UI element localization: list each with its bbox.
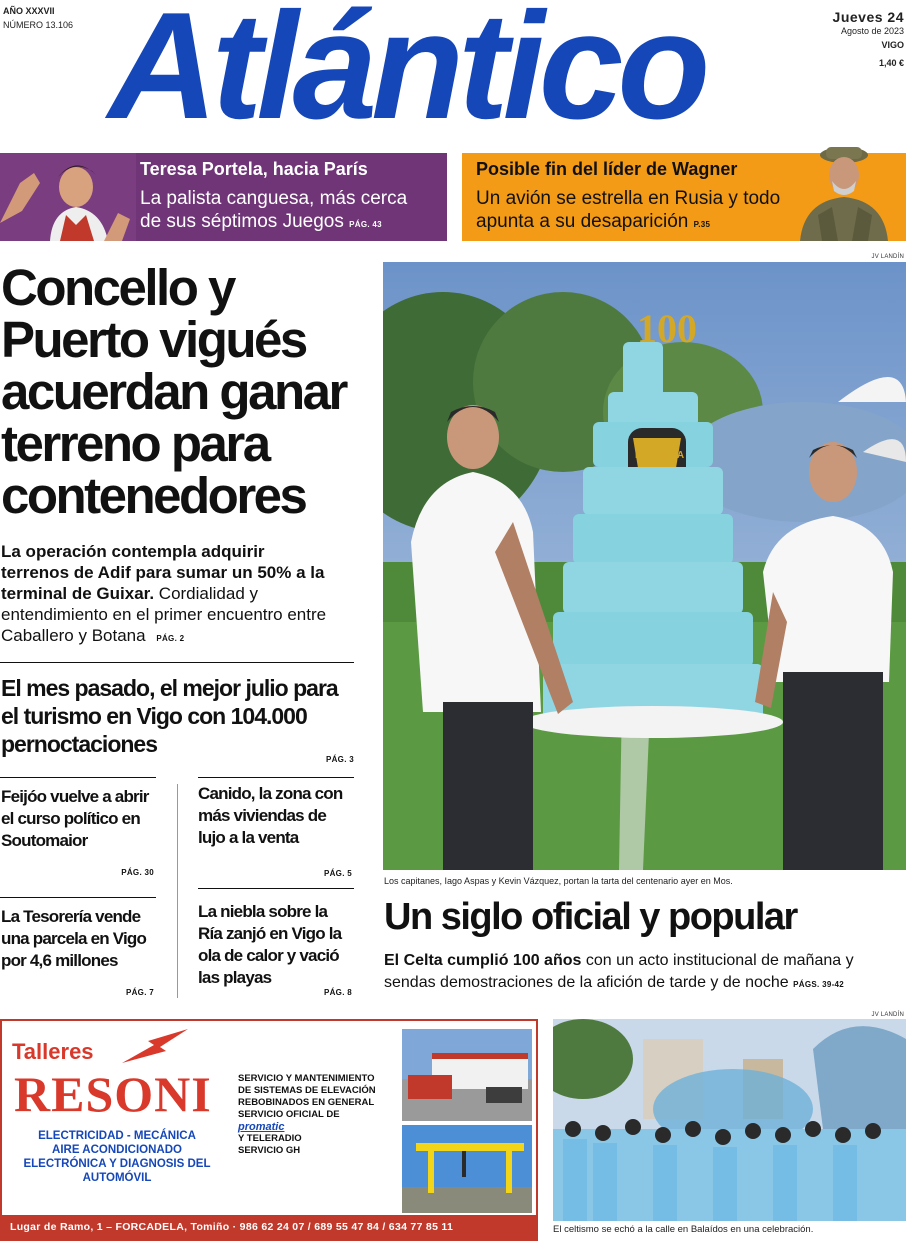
masthead-left: [3, 4, 73, 32]
ad-service-line: AIRE ACONDICIONADO: [52, 1144, 182, 1156]
ad-service-line: Y TELERADIO: [238, 1133, 302, 1144]
teaser-wagner-page: P.35: [693, 220, 711, 229]
ad-crane-photo: [402, 1125, 532, 1213]
teaser-wagner-title: Posible fin del líder de Wagner: [476, 159, 738, 179]
teaser-wagner-text: [476, 187, 796, 236]
ad-service-line: SERVICIO Y MANTENIMIENTO: [238, 1073, 375, 1084]
issue-number: NÚMERO 13.106: [3, 20, 74, 30]
issue-month: Agosto de 2023: [840, 26, 904, 36]
divider: [198, 777, 354, 778]
cake-badge: RC CELTA: [635, 450, 685, 461]
niebla-page: PÁG. 8: [323, 988, 352, 997]
canido-headline[interactable]: Canido, la zona con más viviendas de lujo a la venta: [198, 784, 343, 847]
ad-service-line: ELECTRÓNICA Y DIAGNOSIS DEL: [23, 1158, 211, 1170]
ad-service-line: DE SISTEMAS DE ELEVACIÓN: [238, 1085, 376, 1096]
lead-page: PÁG. 2: [156, 634, 185, 643]
feijoo-page: PÁG. 30: [121, 868, 154, 877]
ad-garage-photo: [402, 1029, 532, 1121]
lead-sub-text: Cordialidad y entendimiento en el primer encuentro entre Caballero y Botana: [1, 584, 327, 645]
resoni-advertisement[interactable]: [0, 1019, 538, 1241]
celta-headline[interactable]: Un siglo oficial y popular: [384, 896, 797, 938]
issue-price: 1,40 €: [878, 58, 904, 68]
lead-sub-bold: La operación contempla adquirir terrenos de Adif para sumar un 50% a la terminal de Guixar.: [1, 542, 325, 603]
crowd-photo-credit: JV LANDÍN: [871, 1012, 904, 1018]
teaser-portela[interactable]: [0, 153, 447, 241]
celta-sub-text: con un acto institucional de mañana y sendas demostraciones de la afición de tarde y de noche: [384, 952, 854, 991]
niebla-headline[interactable]: La niebla sobre la Ría zanjó en Vigo la ola de calor y vació las playas: [198, 902, 342, 987]
ad-services-left: [12, 1129, 222, 1185]
celta-subhead: [384, 950, 904, 996]
cake-caption: Los capitanes, Iago Aspas y Kevin Vázquez, portan la tarta del centenario ayer en Mos.: [384, 876, 733, 886]
ad-service-line: SERVICIO GH: [238, 1145, 301, 1156]
tesoreria-headline[interactable]: La Tesorería vende una parcela en Vigo por 4,6 millones: [1, 907, 147, 970]
photo-credit: JV LANDÍN: [871, 254, 904, 260]
issue-day: Jueves 24: [832, 9, 904, 25]
divider: [0, 897, 156, 898]
ad-brand: RESONI: [14, 1066, 212, 1122]
lightning-icon: [114, 1027, 194, 1067]
ad-services-right: [238, 1073, 400, 1157]
ad-service-line: AUTOMÓVIL: [82, 1172, 152, 1184]
celta-crowd-photo[interactable]: [553, 1019, 906, 1221]
ad-service-line: ELECTRICIDAD - MECÁNICA: [38, 1130, 196, 1142]
celta-page: PÁGS. 39-42: [793, 980, 845, 989]
wagner-photo: [782, 141, 906, 241]
lead-subhead: [1, 541, 331, 649]
issue-city: VIGO: [881, 40, 904, 50]
tourism-headline[interactable]: El mes pasado, el mejor julio para el turismo en Vigo con 104.000 pernoctaciones: [1, 675, 338, 757]
celta-sub-bold: El Celta cumplió 100 años: [384, 952, 582, 969]
teaser-portela-title: Teresa Portela, hacia París: [140, 159, 368, 179]
ad-footer: Lugar de Ramo, 1 – FORCADELA, Tomiño · 986 62 24 07 / 689 55 47 84 / 634 77 85 11: [2, 1215, 536, 1239]
ad-service-line: REBOBINADOS EN GENERAL: [238, 1097, 375, 1108]
year-label: AÑO XXXVII: [3, 6, 55, 16]
celta-cake-photo[interactable]: [383, 262, 906, 870]
tesoreria-page: PÁG. 7: [125, 988, 154, 997]
crowd-caption: El celtismo se echó a la calle en Balaídos en una celebración.: [553, 1224, 814, 1235]
ad-promatic-logo: promatic: [238, 1121, 285, 1133]
canido-page: PÁG. 5: [323, 869, 352, 878]
divider: [198, 888, 354, 889]
tourism-page: PÁG. 3: [325, 755, 354, 764]
portela-photo: [0, 153, 136, 241]
feijoo-headline[interactable]: Feijóo vuelve a abrir el curso político en Soutomaior: [1, 787, 149, 850]
teaser-portela-page: PÁG. 43: [349, 220, 382, 229]
divider: [0, 662, 354, 663]
teaser-wagner[interactable]: [462, 153, 906, 241]
column-divider: [177, 784, 178, 998]
newspaper-logo[interactable]: Atlántico: [108, 0, 705, 151]
teaser-wagner-body: Un avión se estrella en Rusia y todo apunta a su desaparición: [476, 188, 781, 232]
ad-service-line: SERVICIO OFICIAL DE: [238, 1109, 340, 1120]
divider: [0, 777, 156, 778]
masthead-right: [833, 10, 904, 70]
teaser-portela-text: [140, 187, 430, 236]
teaser-portela-body: La palista canguesa, más cerca de sus séptimos Juegos: [140, 188, 408, 232]
ad-talleres: Talleres: [12, 1039, 94, 1064]
cake-number: 100: [637, 306, 697, 351]
lead-headline[interactable]: Concello y Puerto vigués acuerdan ganar terreno para contenedores: [1, 259, 346, 524]
